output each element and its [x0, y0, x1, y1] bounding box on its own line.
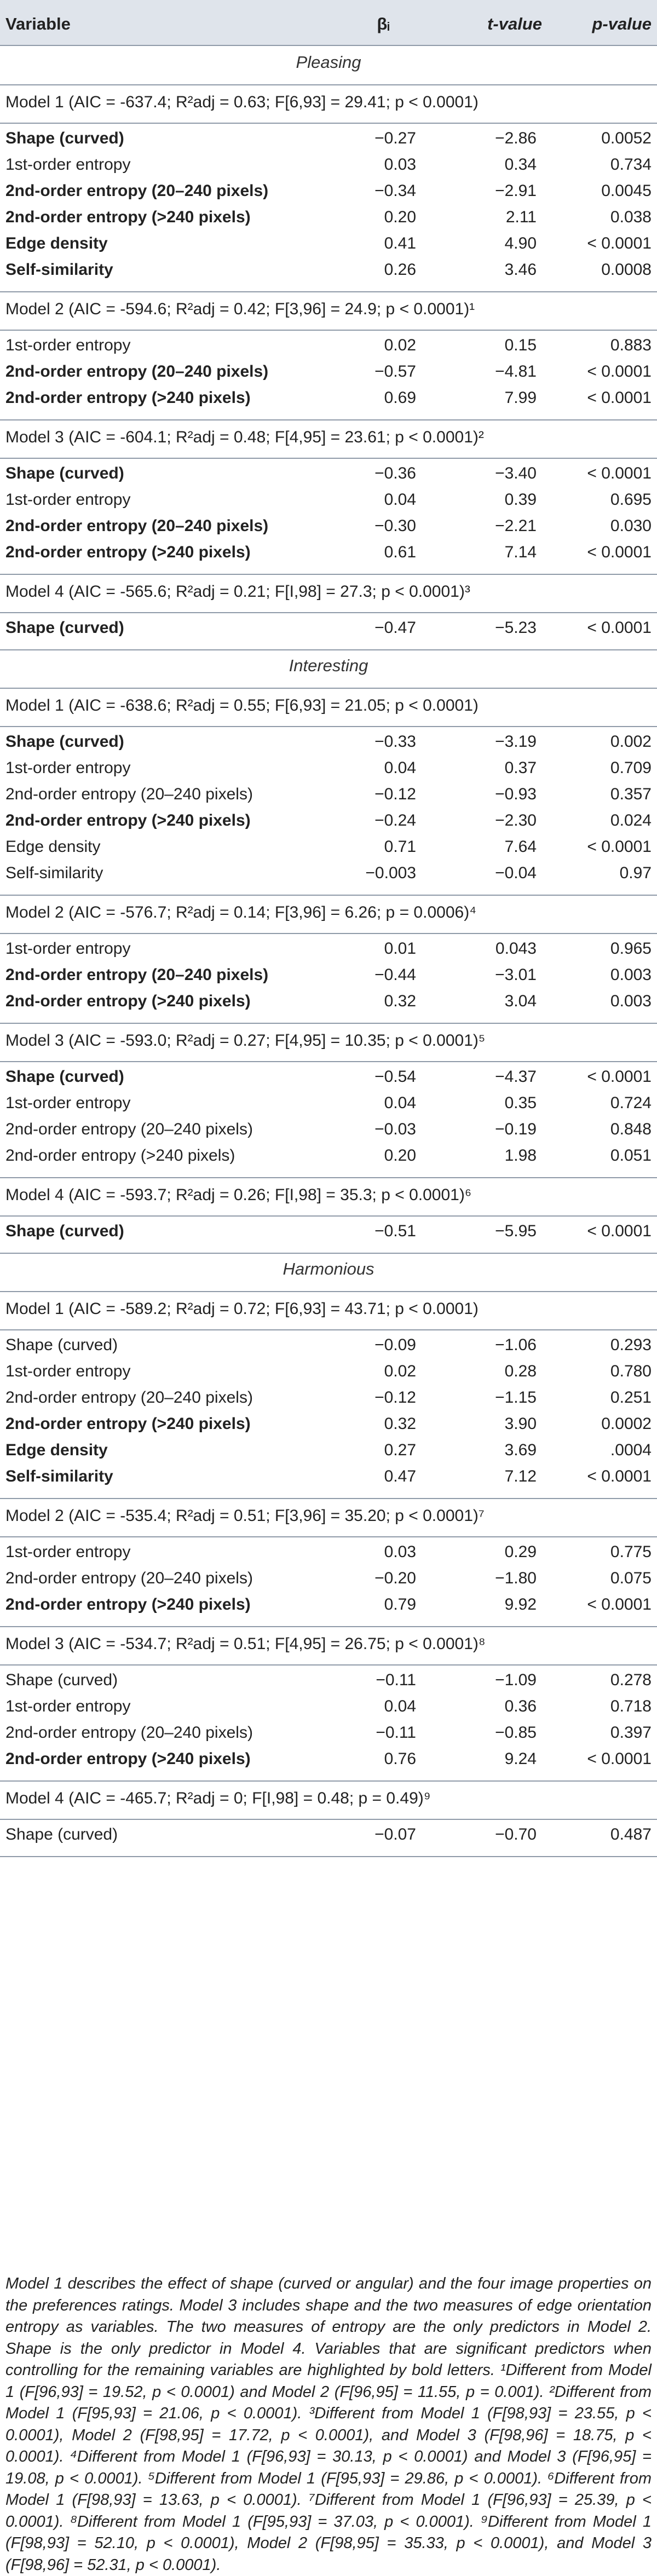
t-value-cell: −5.23 [495, 619, 537, 637]
table-row [0, 992, 657, 1018]
table-row [0, 362, 657, 389]
p-value-cell: 0.0052 [601, 129, 652, 147]
variable-cell: Shape (curved) [5, 464, 124, 482]
t-value-cell: −2.86 [495, 129, 537, 147]
table-footnote: Model 1 describes the effect of shape (curved or angular) and the four image properties on the preferences ratings. Model 3 includes shape and the two measures of edge orientation entropy as variables. The two measures of entropy are the only predictors in Model 2. Shape is the only predictor in Model 4. Variables that are significant predictors when controlling for the remaining variables are highlighted by bold letters. ¹Different from Model 1 (F[96,93] = 19.52, p < 0.0001) and Model 2 (F[96,95] = 11.55, p = 0.001). ²Different from Model 1 (F[95,93] = 21.06, p < 0.0001). ³Different from Model 1 (F[98,93] = 23.55, p < 0.0001), Model 2 (F[98,95] = 17.72, p < 0.0001), and Model 3 (F[98,96] = 18.75, p < 0.0001). ⁴Different from Model 1 (F[96,93] = 30.13, p < 0.0001) and Model 3 (F[96,95] = 19.08, p < 0.0001). ⁵Different from Model 1 (F[95,93] = 29.86, p < 0.0001). ⁶Different from Model 1 (F[98,93] = 13.63, p < 0.0001). ⁷Different from Model 1 (F[96,93] = 25.39, p < 0.0001). ⁸Different from Model 1 (F[95,93] = 37.03, p < 0.0001). ⁹Different from Model 1 (F[98,93] = 52.10, p < 0.0001), Model 2 (F[98,95] = 35.33, p < 0.0001), and Model 3 (F[98,96] = 52.31, p < 0.0001). [5, 2275, 652, 2574]
t-value-cell: −3.19 [495, 733, 537, 751]
beta-cell: −0.003 [365, 864, 416, 882]
model-label: Model 3 (AIC = -604.1; R²adj = 0.48; F[4,95] = 23.61; p < 0.0001)² [5, 428, 484, 446]
table-row [0, 543, 657, 569]
variable-cell: 2nd-order entropy (20–240 pixels) [5, 1724, 253, 1742]
table-row [0, 1467, 657, 1494]
p-value-cell: < 0.0001 [587, 1467, 652, 1485]
p-value-cell: 0.965 [610, 940, 652, 958]
model-label: Model 2 (AIC = -576.7; R²adj = 0.14; F[3,96] = 6.26; p = 0.0006)⁴ [5, 903, 477, 921]
table-row [0, 838, 657, 864]
table-row [0, 517, 657, 543]
table-header [0, 0, 657, 45]
row-divider [0, 1329, 657, 1330]
variable-cell: 2nd-order entropy (>240 pixels) [5, 389, 251, 407]
variable-cell: Edge density [5, 234, 108, 252]
t-value-cell: −1.80 [495, 1569, 537, 1587]
variable-cell: 1st-order entropy [5, 155, 131, 174]
row-divider [0, 933, 657, 934]
beta-cell: −0.44 [374, 966, 416, 984]
beta-cell: 0.04 [384, 1094, 416, 1112]
table-row [0, 1068, 657, 1094]
p-value-cell: < 0.0001 [587, 619, 652, 637]
t-value-cell: 0.35 [504, 1094, 537, 1112]
p-value-cell: < 0.0001 [587, 838, 652, 856]
t-value-cell: 9.24 [504, 1750, 537, 1768]
table-row [0, 208, 657, 234]
p-value-cell: 0.251 [610, 1388, 652, 1407]
beta-cell: 0.47 [384, 1467, 416, 1485]
t-value-cell: −0.04 [495, 864, 537, 882]
table-row [0, 1336, 657, 1362]
row-divider [0, 574, 657, 575]
p-value-cell: 0.293 [610, 1336, 652, 1354]
beta-cell: 0.01 [384, 940, 416, 958]
p-value-cell: 0.051 [610, 1146, 652, 1165]
beta-cell: 0.79 [384, 1595, 416, 1613]
t-value-cell: 3.90 [504, 1415, 537, 1433]
p-value-cell: 0.002 [610, 733, 652, 751]
beta-cell: 0.20 [384, 208, 416, 226]
variable-cell: Shape (curved) [5, 1825, 118, 1843]
table-row [0, 811, 657, 838]
row-divider [0, 649, 657, 650]
model-label: Model 1 (AIC = -638.6; R²adj = 0.55; F[6,93] = 21.05; p < 0.0001) [5, 696, 479, 714]
row-divider [0, 1253, 657, 1254]
t-value-cell: −3.01 [495, 966, 537, 984]
header-t-value: t-value [487, 14, 542, 33]
row-divider [0, 1664, 657, 1666]
beta-cell: 0.04 [384, 759, 416, 777]
variable-cell: 2nd-order entropy (20–240 pixels) [5, 362, 269, 381]
t-value-cell: 3.69 [504, 1441, 537, 1459]
t-value-cell: 0.39 [504, 491, 537, 509]
table-row [0, 864, 657, 890]
row-divider [0, 84, 657, 85]
p-value-cell: 0.075 [610, 1569, 652, 1587]
table-row [0, 155, 657, 182]
beta-cell: −0.12 [374, 1388, 416, 1407]
p-value-cell: 0.780 [610, 1362, 652, 1380]
table-row [0, 234, 657, 261]
variable-cell: 2nd-order entropy (20–240 pixels) [5, 182, 269, 200]
t-value-cell: 7.14 [504, 543, 537, 561]
p-value-cell: 0.0008 [601, 261, 652, 279]
variable-cell: 2nd-order entropy (>240 pixels) [5, 1595, 251, 1613]
row-divider [0, 1780, 657, 1782]
table-row [0, 1595, 657, 1622]
p-value-cell: < 0.0001 [587, 1595, 652, 1613]
variable-cell: 2nd-order entropy (>240 pixels) [5, 992, 251, 1010]
p-value-cell: .0004 [610, 1441, 652, 1459]
header-p-value: p-value [592, 14, 652, 33]
model-label: Model 4 (AIC = -565.6; R²adj = 0.21; F[I,98] = 27.3; p < 0.0001)³ [5, 583, 470, 601]
table-row [0, 1697, 657, 1724]
beta-cell: 0.02 [384, 1362, 416, 1380]
p-value-cell: 0.718 [610, 1697, 652, 1715]
variable-cell: 1st-order entropy [5, 491, 131, 509]
p-value-cell: < 0.0001 [587, 1222, 652, 1240]
p-value-cell: 0.0045 [601, 182, 652, 200]
variable-cell: Shape (curved) [5, 619, 124, 637]
t-value-cell: 2.11 [505, 208, 537, 226]
variable-cell: Shape (curved) [5, 1671, 118, 1689]
beta-cell: −0.34 [374, 182, 416, 200]
beta-cell: 0.02 [384, 336, 416, 354]
row-divider [0, 419, 657, 420]
table-row [0, 261, 657, 287]
header-beta: βᵢ [377, 14, 390, 33]
t-value-cell: 0.15 [504, 336, 537, 354]
table-row [0, 785, 657, 811]
t-value-cell: 9.92 [504, 1595, 537, 1613]
row-divider [0, 1061, 657, 1062]
p-value-cell: 0.357 [610, 785, 652, 803]
p-value-cell: 0.038 [610, 208, 652, 226]
header-variable: Variable [5, 14, 71, 33]
variable-cell: Edge density [5, 838, 101, 856]
p-value-cell: 0.024 [610, 811, 652, 829]
t-value-cell: 3.46 [504, 261, 537, 279]
table-row [0, 491, 657, 517]
row-divider [0, 330, 657, 331]
table-row [0, 464, 657, 491]
variable-cell: 1st-order entropy [5, 1094, 131, 1112]
p-value-cell: 0.695 [610, 491, 652, 509]
t-value-cell: −0.19 [495, 1120, 537, 1138]
beta-cell: 0.76 [384, 1750, 416, 1768]
model-label: Model 4 (AIC = -593.7; R²adj = 0.26; F[I,98] = 35.3; p < 0.0001)⁶ [5, 1186, 472, 1204]
table-row [0, 1146, 657, 1173]
variable-cell: 2nd-order entropy (>240 pixels) [5, 1750, 251, 1768]
model-label: Model 4 (AIC = -465.7; R²adj = 0; F[I,98] = 0.48; p = 0.49)⁹ [5, 1789, 431, 1807]
model-label: Model 1 (AIC = -637.4; R²adj = 0.63; F[6,93] = 29.41; p < 0.0001) [5, 93, 479, 111]
variable-cell: Self-similarity [5, 864, 103, 882]
beta-cell: −0.30 [374, 517, 416, 535]
t-value-cell: −0.93 [495, 785, 537, 803]
p-value-cell: 0.883 [610, 336, 652, 354]
p-value-cell: < 0.0001 [587, 543, 652, 561]
t-value-cell: 7.12 [504, 1467, 537, 1485]
beta-cell: 0.61 [384, 543, 416, 561]
p-value-cell: < 0.0001 [587, 389, 652, 407]
variable-cell: 2nd-order entropy (20–240 pixels) [5, 1120, 253, 1138]
p-value-cell: < 0.0001 [587, 362, 652, 381]
beta-cell: 0.41 [384, 234, 416, 252]
variable-cell: 2nd-order entropy (20–240 pixels) [5, 1388, 253, 1407]
table-row [0, 1750, 657, 1776]
row-divider [0, 1215, 657, 1217]
beta-cell: −0.12 [374, 785, 416, 803]
t-value-cell: −1.15 [495, 1388, 537, 1407]
t-value-cell: −2.30 [495, 811, 537, 829]
beta-cell: −0.03 [374, 1120, 416, 1138]
beta-cell: −0.51 [374, 1222, 416, 1240]
p-value-cell: 0.278 [610, 1671, 652, 1689]
row-divider [0, 1023, 657, 1024]
variable-cell: Self-similarity [5, 261, 113, 279]
beta-cell: −0.27 [374, 129, 416, 147]
variable-cell: Self-similarity [5, 1467, 113, 1485]
t-value-cell: −2.91 [495, 182, 537, 200]
variable-cell: Shape (curved) [5, 129, 124, 147]
beta-cell: 0.69 [384, 389, 416, 407]
beta-cell: 0.32 [384, 1415, 416, 1433]
t-value-cell: −5.95 [495, 1222, 537, 1240]
t-value-cell: 0.34 [504, 155, 537, 174]
table-row [0, 1671, 657, 1697]
variable-cell: 1st-order entropy [5, 1697, 131, 1715]
variable-cell: 1st-order entropy [5, 940, 131, 958]
row-divider [0, 123, 657, 124]
model-label: Model 2 (AIC = -594.6; R²adj = 0.42; F[3,96] = 24.9; p < 0.0001)¹ [5, 300, 475, 318]
row-divider [0, 1498, 657, 1499]
variable-cell: Edge density [5, 1441, 108, 1459]
beta-cell: 0.27 [384, 1441, 416, 1459]
table-row [0, 966, 657, 992]
beta-cell: 0.26 [384, 261, 416, 279]
table-row [0, 1120, 657, 1146]
p-value-cell: 0.709 [610, 759, 652, 777]
beta-cell: −0.57 [374, 362, 416, 381]
row-divider [0, 291, 657, 292]
beta-cell: −0.11 [376, 1671, 416, 1689]
row-divider [0, 1819, 657, 1820]
table-row [0, 182, 657, 208]
table-row [0, 1569, 657, 1595]
beta-cell: −0.54 [374, 1068, 416, 1086]
t-value-cell: −3.40 [495, 464, 537, 482]
variable-cell: Shape (curved) [5, 1222, 124, 1240]
beta-cell: −0.33 [374, 733, 416, 751]
beta-cell: −0.24 [374, 811, 416, 829]
variable-cell: 2nd-order entropy (>240 pixels) [5, 1146, 235, 1165]
row-divider [0, 1291, 657, 1292]
p-value-cell: 0.724 [610, 1094, 652, 1112]
variable-cell: Shape (curved) [5, 1336, 118, 1354]
beta-cell: 0.03 [384, 1543, 416, 1561]
t-value-cell: −1.09 [495, 1671, 537, 1689]
p-value-cell: 0.003 [610, 992, 652, 1010]
model-label: Model 2 (AIC = -535.4; R²adj = 0.51; F[3,96] = 35.20; p < 0.0001)⁷ [5, 1507, 485, 1525]
table-row [0, 759, 657, 785]
t-value-cell: 4.90 [504, 234, 537, 252]
row-divider [0, 726, 657, 727]
t-value-cell: 1.98 [504, 1146, 537, 1165]
row-divider [0, 45, 657, 46]
p-value-cell: < 0.0001 [587, 234, 652, 252]
table-row [0, 619, 657, 645]
table-row [0, 1543, 657, 1569]
t-value-cell: −4.81 [495, 362, 537, 381]
t-value-cell: 0.36 [504, 1697, 537, 1715]
row-divider [0, 612, 657, 613]
beta-cell: 0.20 [384, 1146, 416, 1165]
section-title: Harmonious [283, 1259, 374, 1278]
p-value-cell: 0.030 [610, 517, 652, 535]
table-row [0, 1724, 657, 1750]
p-value-cell: < 0.0001 [587, 1750, 652, 1768]
section-title: Interesting [289, 656, 368, 675]
model-label: Model 3 (AIC = -534.7; R²adj = 0.51; F[4,95] = 26.75; p < 0.0001)⁸ [5, 1635, 486, 1653]
beta-cell: 0.03 [384, 155, 416, 174]
beta-cell: −0.09 [374, 1336, 416, 1354]
table-row [0, 336, 657, 362]
row-divider [0, 688, 657, 689]
variable-cell: 2nd-order entropy (>240 pixels) [5, 208, 251, 226]
p-value-cell: 0.0002 [601, 1415, 652, 1433]
beta-cell: 0.32 [384, 992, 416, 1010]
p-value-cell: < 0.0001 [587, 1068, 652, 1086]
beta-cell: −0.20 [374, 1569, 416, 1587]
table-row [0, 1094, 657, 1120]
table-row [0, 1825, 657, 1852]
beta-cell: 0.71 [384, 838, 416, 856]
t-value-cell: −0.70 [495, 1825, 537, 1843]
model-label: Model 3 (AIC = -593.0; R²adj = 0.27; F[4,95] = 10.35; p < 0.0001)⁵ [5, 1031, 486, 1050]
t-value-cell: −0.85 [495, 1724, 537, 1742]
p-value-cell: 0.487 [610, 1825, 652, 1843]
t-value-cell: −1.06 [495, 1336, 537, 1354]
variable-cell: Shape (curved) [5, 1068, 124, 1086]
beta-cell: −0.11 [376, 1724, 416, 1742]
t-value-cell: 7.99 [504, 389, 537, 407]
p-value-cell: 0.97 [619, 864, 652, 882]
p-value-cell: < 0.0001 [587, 464, 652, 482]
beta-cell: 0.04 [384, 491, 416, 509]
row-divider [0, 1626, 657, 1627]
variable-cell: 1st-order entropy [5, 1543, 131, 1561]
row-divider [0, 1856, 657, 1857]
p-value-cell: 0.775 [610, 1543, 652, 1561]
table-row [0, 1415, 657, 1441]
variable-cell: 2nd-order entropy (>240 pixels) [5, 543, 251, 561]
variable-cell: 2nd-order entropy (20–240 pixels) [5, 517, 269, 535]
variable-cell: 1st-order entropy [5, 336, 131, 354]
t-value-cell: 0.37 [504, 759, 537, 777]
t-value-cell: −2.21 [495, 517, 537, 535]
variable-cell: 2nd-order entropy (20–240 pixels) [5, 966, 269, 984]
p-value-cell: 0.734 [610, 155, 652, 174]
row-divider [0, 895, 657, 896]
section-title: Pleasing [296, 53, 361, 72]
variable-cell: Shape (curved) [5, 733, 124, 751]
row-divider [0, 1536, 657, 1537]
table-row [0, 1388, 657, 1415]
t-value-cell: −4.37 [495, 1068, 537, 1086]
beta-cell: −0.07 [374, 1825, 416, 1843]
row-divider [0, 458, 657, 459]
table-row [0, 1441, 657, 1467]
t-value-cell: 0.28 [504, 1362, 537, 1380]
p-value-cell: 0.848 [610, 1120, 652, 1138]
model-label: Model 1 (AIC = -589.2; R²adj = 0.72; F[6,93] = 43.71; p < 0.0001) [5, 1300, 479, 1318]
table-row [0, 1362, 657, 1388]
beta-cell: 0.04 [384, 1697, 416, 1715]
beta-cell: −0.47 [374, 619, 416, 637]
p-value-cell: 0.397 [610, 1724, 652, 1742]
t-value-cell: 7.64 [504, 838, 537, 856]
t-value-cell: 0.29 [504, 1543, 537, 1561]
row-divider [0, 1177, 657, 1178]
t-value-cell: 0.043 [495, 940, 537, 958]
variable-cell: 2nd-order entropy (>240 pixels) [5, 811, 251, 829]
table-row [0, 389, 657, 415]
variable-cell: 2nd-order entropy (20–240 pixels) [5, 1569, 253, 1587]
variable-cell: 2nd-order entropy (20–240 pixels) [5, 785, 253, 803]
table-row [0, 1222, 657, 1248]
variable-cell: 1st-order entropy [5, 759, 131, 777]
variable-cell: 1st-order entropy [5, 1362, 131, 1380]
table-row [0, 129, 657, 155]
table-row [0, 940, 657, 966]
table-row [0, 733, 657, 759]
beta-cell: −0.36 [374, 464, 416, 482]
variable-cell: 2nd-order entropy (>240 pixels) [5, 1415, 251, 1433]
t-value-cell: 3.04 [504, 992, 537, 1010]
p-value-cell: 0.003 [610, 966, 652, 984]
